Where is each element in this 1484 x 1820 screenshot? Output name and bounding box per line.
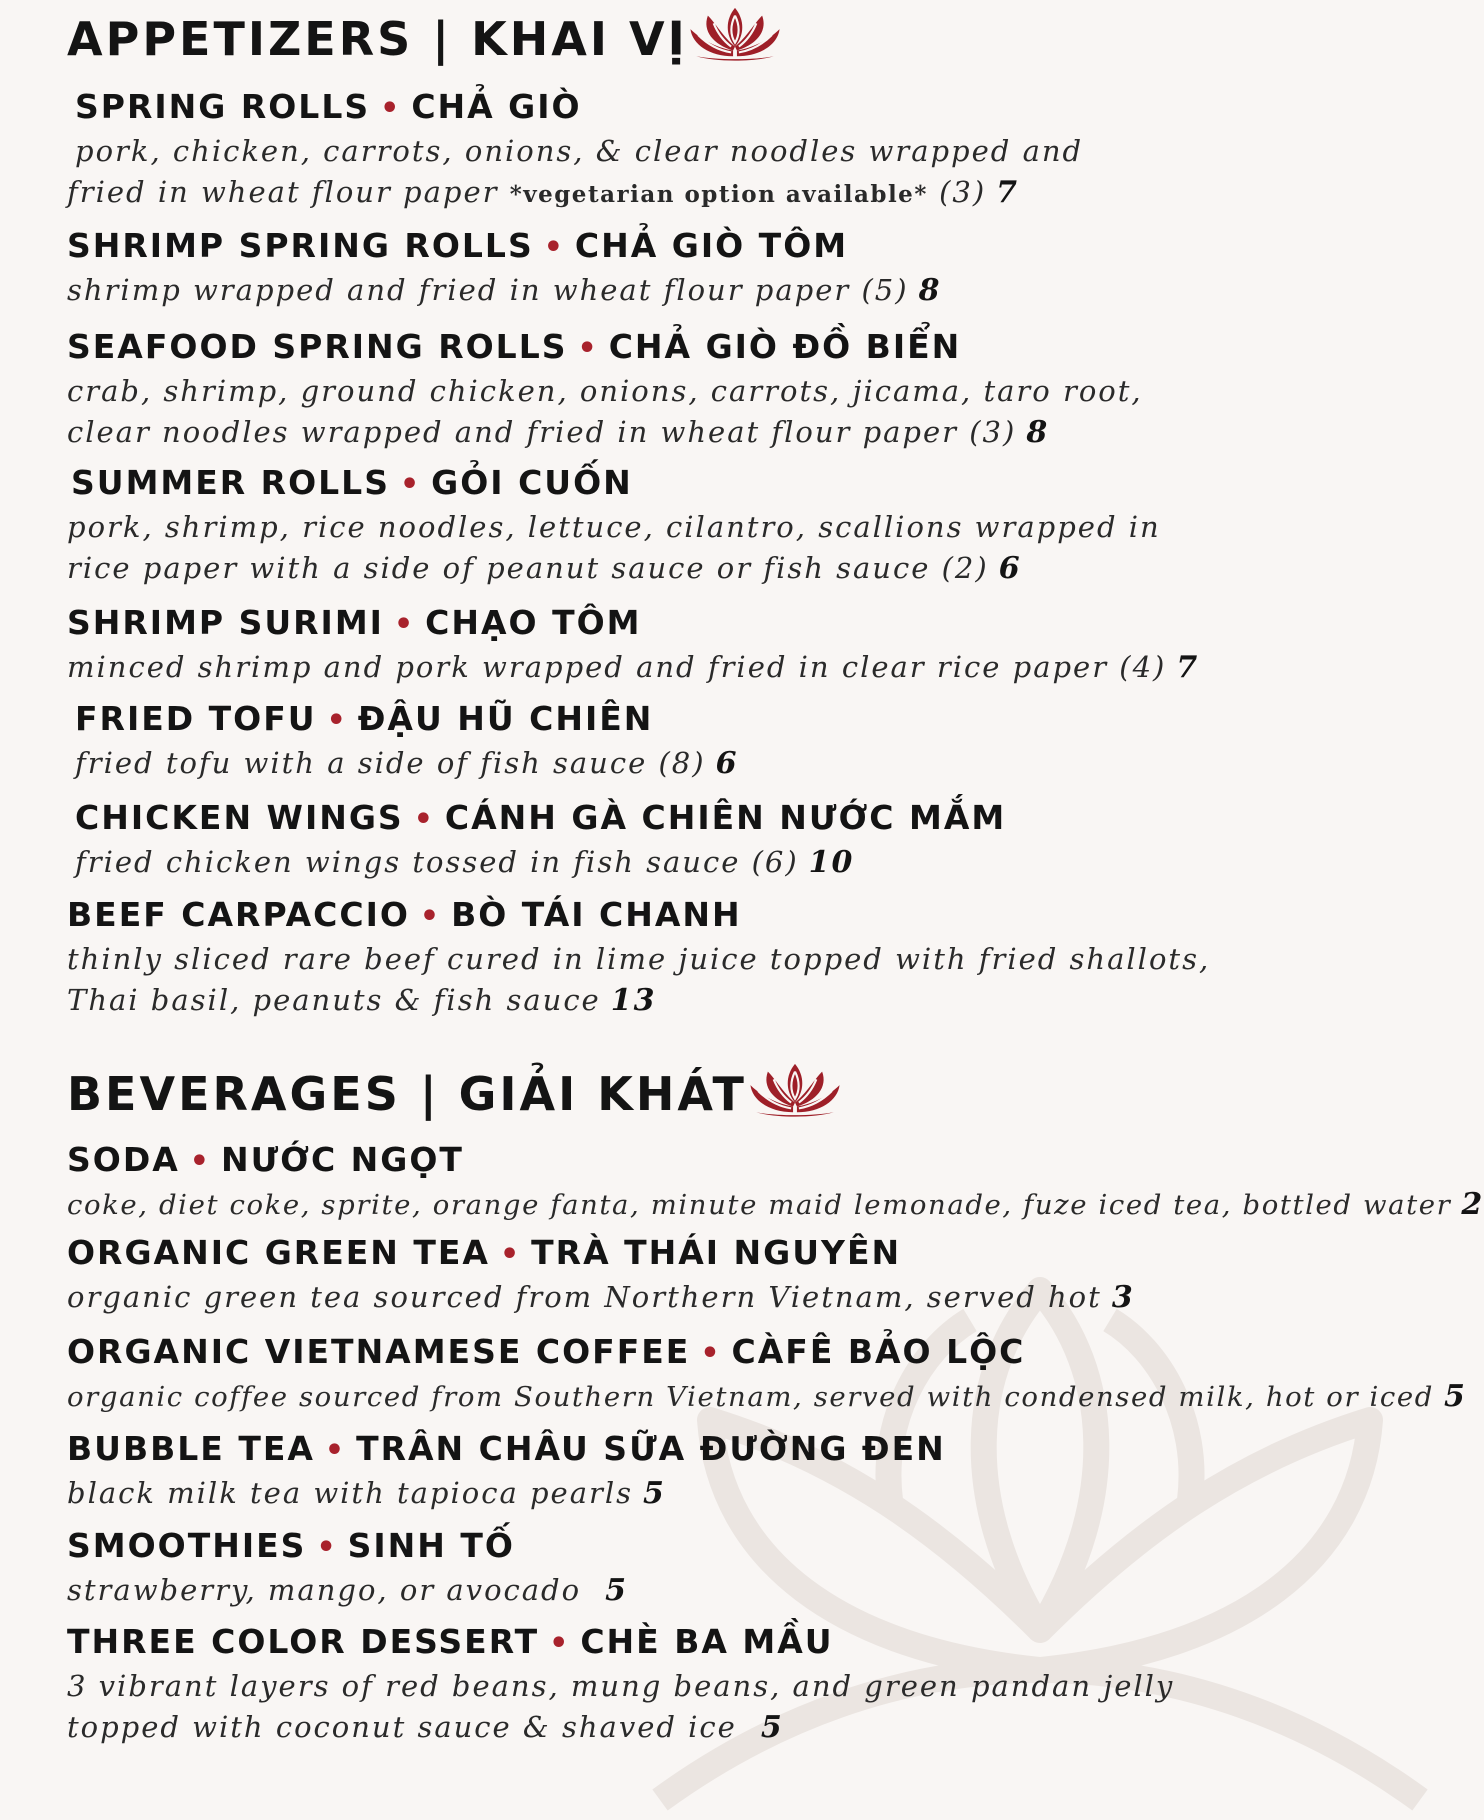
item-description xyxy=(75,743,1407,784)
item-description xyxy=(67,548,1407,589)
item-description: 3 vibrant layers of red beans, mung beans, and green pandan jelly xyxy=(67,1669,1175,1703)
item-name xyxy=(67,325,1407,371)
desc-line: Thai basil, peanuts & fish sauce xyxy=(67,983,601,1017)
item-name-vi: BÒ TÁI CHANH xyxy=(451,895,742,934)
item-name xyxy=(67,1427,1407,1473)
appetizers-title: APPETIZERS | KHAI VỊ xyxy=(67,12,688,66)
item-description xyxy=(67,270,1407,311)
menu-item xyxy=(67,796,1407,883)
item-name-en: ORGANIC VIETNAMESE COFFEE xyxy=(67,1332,691,1371)
item-description: pork, chicken, carrots, onions, & clear noodles wrapped and xyxy=(75,134,1084,168)
desc-line: strawberry, mango, or avocado xyxy=(67,1573,582,1607)
bullet-dot: • xyxy=(380,91,402,126)
lotus-icon xyxy=(746,1058,844,1120)
bullet-dot: • xyxy=(499,1237,522,1272)
item-name-vi: NƯỚC NGỌT xyxy=(220,1140,464,1179)
item-name-en: ORGANIC GREEN TEA xyxy=(67,1233,490,1272)
item-name-vi: ĐẬU HŨ CHIÊN xyxy=(357,699,654,738)
item-price: 7 xyxy=(1176,650,1200,685)
item-name xyxy=(67,1138,1407,1184)
menu-item xyxy=(67,1231,1407,1318)
item-description xyxy=(67,1184,1484,1226)
item-description xyxy=(67,1473,1407,1514)
item-name-vi: CHẢ GIÒ xyxy=(411,87,582,126)
menu-item xyxy=(67,1138,1484,1226)
lotus-icon xyxy=(686,2,784,64)
item-name-en: SMOOTHIES xyxy=(67,1526,307,1565)
menu-item xyxy=(67,601,1407,688)
item-name-vi: TRÀ THÁI NGUYÊN xyxy=(531,1233,902,1272)
item-description xyxy=(67,172,1407,215)
desc-line: topped with coconut sauce & shaved ice xyxy=(67,1710,737,1744)
menu-item xyxy=(67,325,1407,453)
item-price: 2 xyxy=(1461,1187,1484,1222)
menu-item xyxy=(67,1524,1407,1611)
menu-item xyxy=(67,697,1407,784)
item-price: 5 xyxy=(643,1476,666,1511)
item-name xyxy=(67,1330,1407,1376)
item-description: crab, shrimp, ground chicken, onions, carrots, jicama, taro root, xyxy=(67,374,1143,408)
item-price: 7 xyxy=(996,175,1020,210)
menu-item xyxy=(67,1620,1407,1748)
bullet-dot: • xyxy=(316,1530,338,1565)
item-name-en: SUMMER ROLLS xyxy=(71,463,390,502)
item-name xyxy=(67,601,1407,647)
item-name xyxy=(71,461,1407,507)
bullet-dot: • xyxy=(543,230,565,265)
desc-line: fried tofu with a side of fish sauce (8) xyxy=(75,746,706,780)
item-name xyxy=(67,1620,1407,1666)
item-name-en: SODA xyxy=(67,1140,180,1179)
desc-line: rice paper with a side of peanut sauce or fish sauce (2) xyxy=(67,551,989,585)
item-name xyxy=(67,893,1407,939)
item-name xyxy=(75,796,1407,842)
item-name-en: THREE COLOR DESSERT xyxy=(67,1622,540,1661)
item-name-en: SPRING ROLLS xyxy=(75,87,371,126)
item-price: 5 xyxy=(1444,1379,1467,1414)
desc-line: organic coffee sourced from Southern Vietnam, served with condensed milk, hot or iced xyxy=(67,1381,1435,1413)
item-price: 6 xyxy=(715,746,739,781)
item-description: pork, shrimp, rice noodles, lettuce, cilantro, scallions wrapped in xyxy=(67,510,1161,544)
item-name-en: FRIED TOFU xyxy=(75,699,317,738)
item-name-en: BUBBLE TEA xyxy=(67,1429,315,1468)
desc-line: organic green tea sourced from Northern Vietnam, served hot xyxy=(67,1280,1102,1314)
item-description xyxy=(67,1570,1407,1611)
menu-item xyxy=(67,224,1407,311)
menu-item xyxy=(67,1330,1467,1418)
bullet-dot: • xyxy=(577,331,599,366)
item-description xyxy=(67,412,1407,453)
desc-line: clear noodles wrapped and fried in wheat flour paper (3) xyxy=(67,415,1017,449)
desc-line: fried in wheat flour paper xyxy=(67,175,499,209)
item-name-en: SEAFOOD SPRING ROLLS xyxy=(67,327,568,366)
item-price: 13 xyxy=(610,983,657,1018)
item-price: 8 xyxy=(1026,415,1050,450)
bullet-dot: • xyxy=(393,607,416,642)
item-name-vi: SINH TỐ xyxy=(347,1526,515,1565)
item-price: 6 xyxy=(998,551,1022,586)
menu-item xyxy=(67,461,1407,589)
item-name-vi: CHẢ GIÒ ĐỒ BIỂN xyxy=(608,327,962,366)
desc-line: fried chicken wings tossed in fish sauce (6) xyxy=(75,845,799,879)
bullet-dot: • xyxy=(326,703,348,738)
menu-item xyxy=(67,893,1407,1021)
desc-line: coke, diet coke, sprite, orange fanta, minute maid lemonade, fuze iced tea, bottled water xyxy=(67,1189,1452,1221)
item-description xyxy=(67,1707,1407,1748)
item-name-vi: CÀFÊ BẢO LỘC xyxy=(731,1332,1026,1371)
item-price: 5 xyxy=(760,1710,784,1745)
bullet-dot: • xyxy=(413,802,435,837)
item-price: 3 xyxy=(1111,1280,1135,1315)
item-name-en: SHRIMP SPRING ROLLS xyxy=(67,226,534,265)
vegetarian-note: *vegetarian option available* xyxy=(509,181,928,208)
item-description: thinly sliced rare beef cured in lime juice topped with fried shallots, xyxy=(67,942,1211,976)
item-description xyxy=(75,842,1407,883)
desc-line: minced shrimp and pork wrapped and fried in clear rice paper (4) xyxy=(67,650,1167,684)
item-name xyxy=(75,697,1407,743)
desc-line: black milk tea with tapioca pearls xyxy=(67,1476,633,1510)
item-name-en: SHRIMP SURIMI xyxy=(67,603,384,642)
item-name xyxy=(67,1231,1407,1277)
item-qty: (3) xyxy=(939,175,987,209)
item-name-vi: CHẠO TÔM xyxy=(425,603,642,642)
bullet-dot: • xyxy=(189,1144,211,1179)
item-name-vi: CHÈ BA MẦU xyxy=(580,1622,834,1661)
beverages-title: BEVERAGES | GIẢI KHÁT xyxy=(67,1067,747,1121)
item-name-vi: CHẢ GIÒ TÔM xyxy=(574,226,849,265)
bullet-dot: • xyxy=(549,1626,571,1661)
item-name-en: CHICKEN WINGS xyxy=(75,798,404,837)
item-name xyxy=(67,1524,1407,1570)
item-description xyxy=(67,1376,1467,1418)
item-name xyxy=(75,85,1407,131)
bullet-dot: • xyxy=(419,899,442,934)
item-price: 10 xyxy=(808,845,855,880)
item-name-vi: GỎI CUỐN xyxy=(431,463,633,502)
item-price: 5 xyxy=(605,1573,628,1608)
item-name-vi: TRÂN CHÂU SỮA ĐƯỜNG ĐEN xyxy=(356,1429,946,1468)
item-name-en: BEEF CARPACCIO xyxy=(67,895,410,934)
item-description xyxy=(67,1277,1407,1318)
item-description xyxy=(67,980,1407,1021)
bullet-dot: • xyxy=(324,1433,347,1468)
item-name-vi: CÁNH GÀ CHIÊN NƯỚC MẮM xyxy=(444,798,1007,837)
menu-item xyxy=(67,1427,1407,1514)
bullet-dot: • xyxy=(700,1336,722,1371)
bullet-dot: • xyxy=(399,467,422,502)
item-price: 8 xyxy=(918,273,942,308)
desc-line: shrimp wrapped and fried in wheat flour paper (5) xyxy=(67,273,909,307)
item-name xyxy=(67,224,1407,270)
item-description xyxy=(67,647,1407,688)
menu-item xyxy=(67,85,1407,215)
